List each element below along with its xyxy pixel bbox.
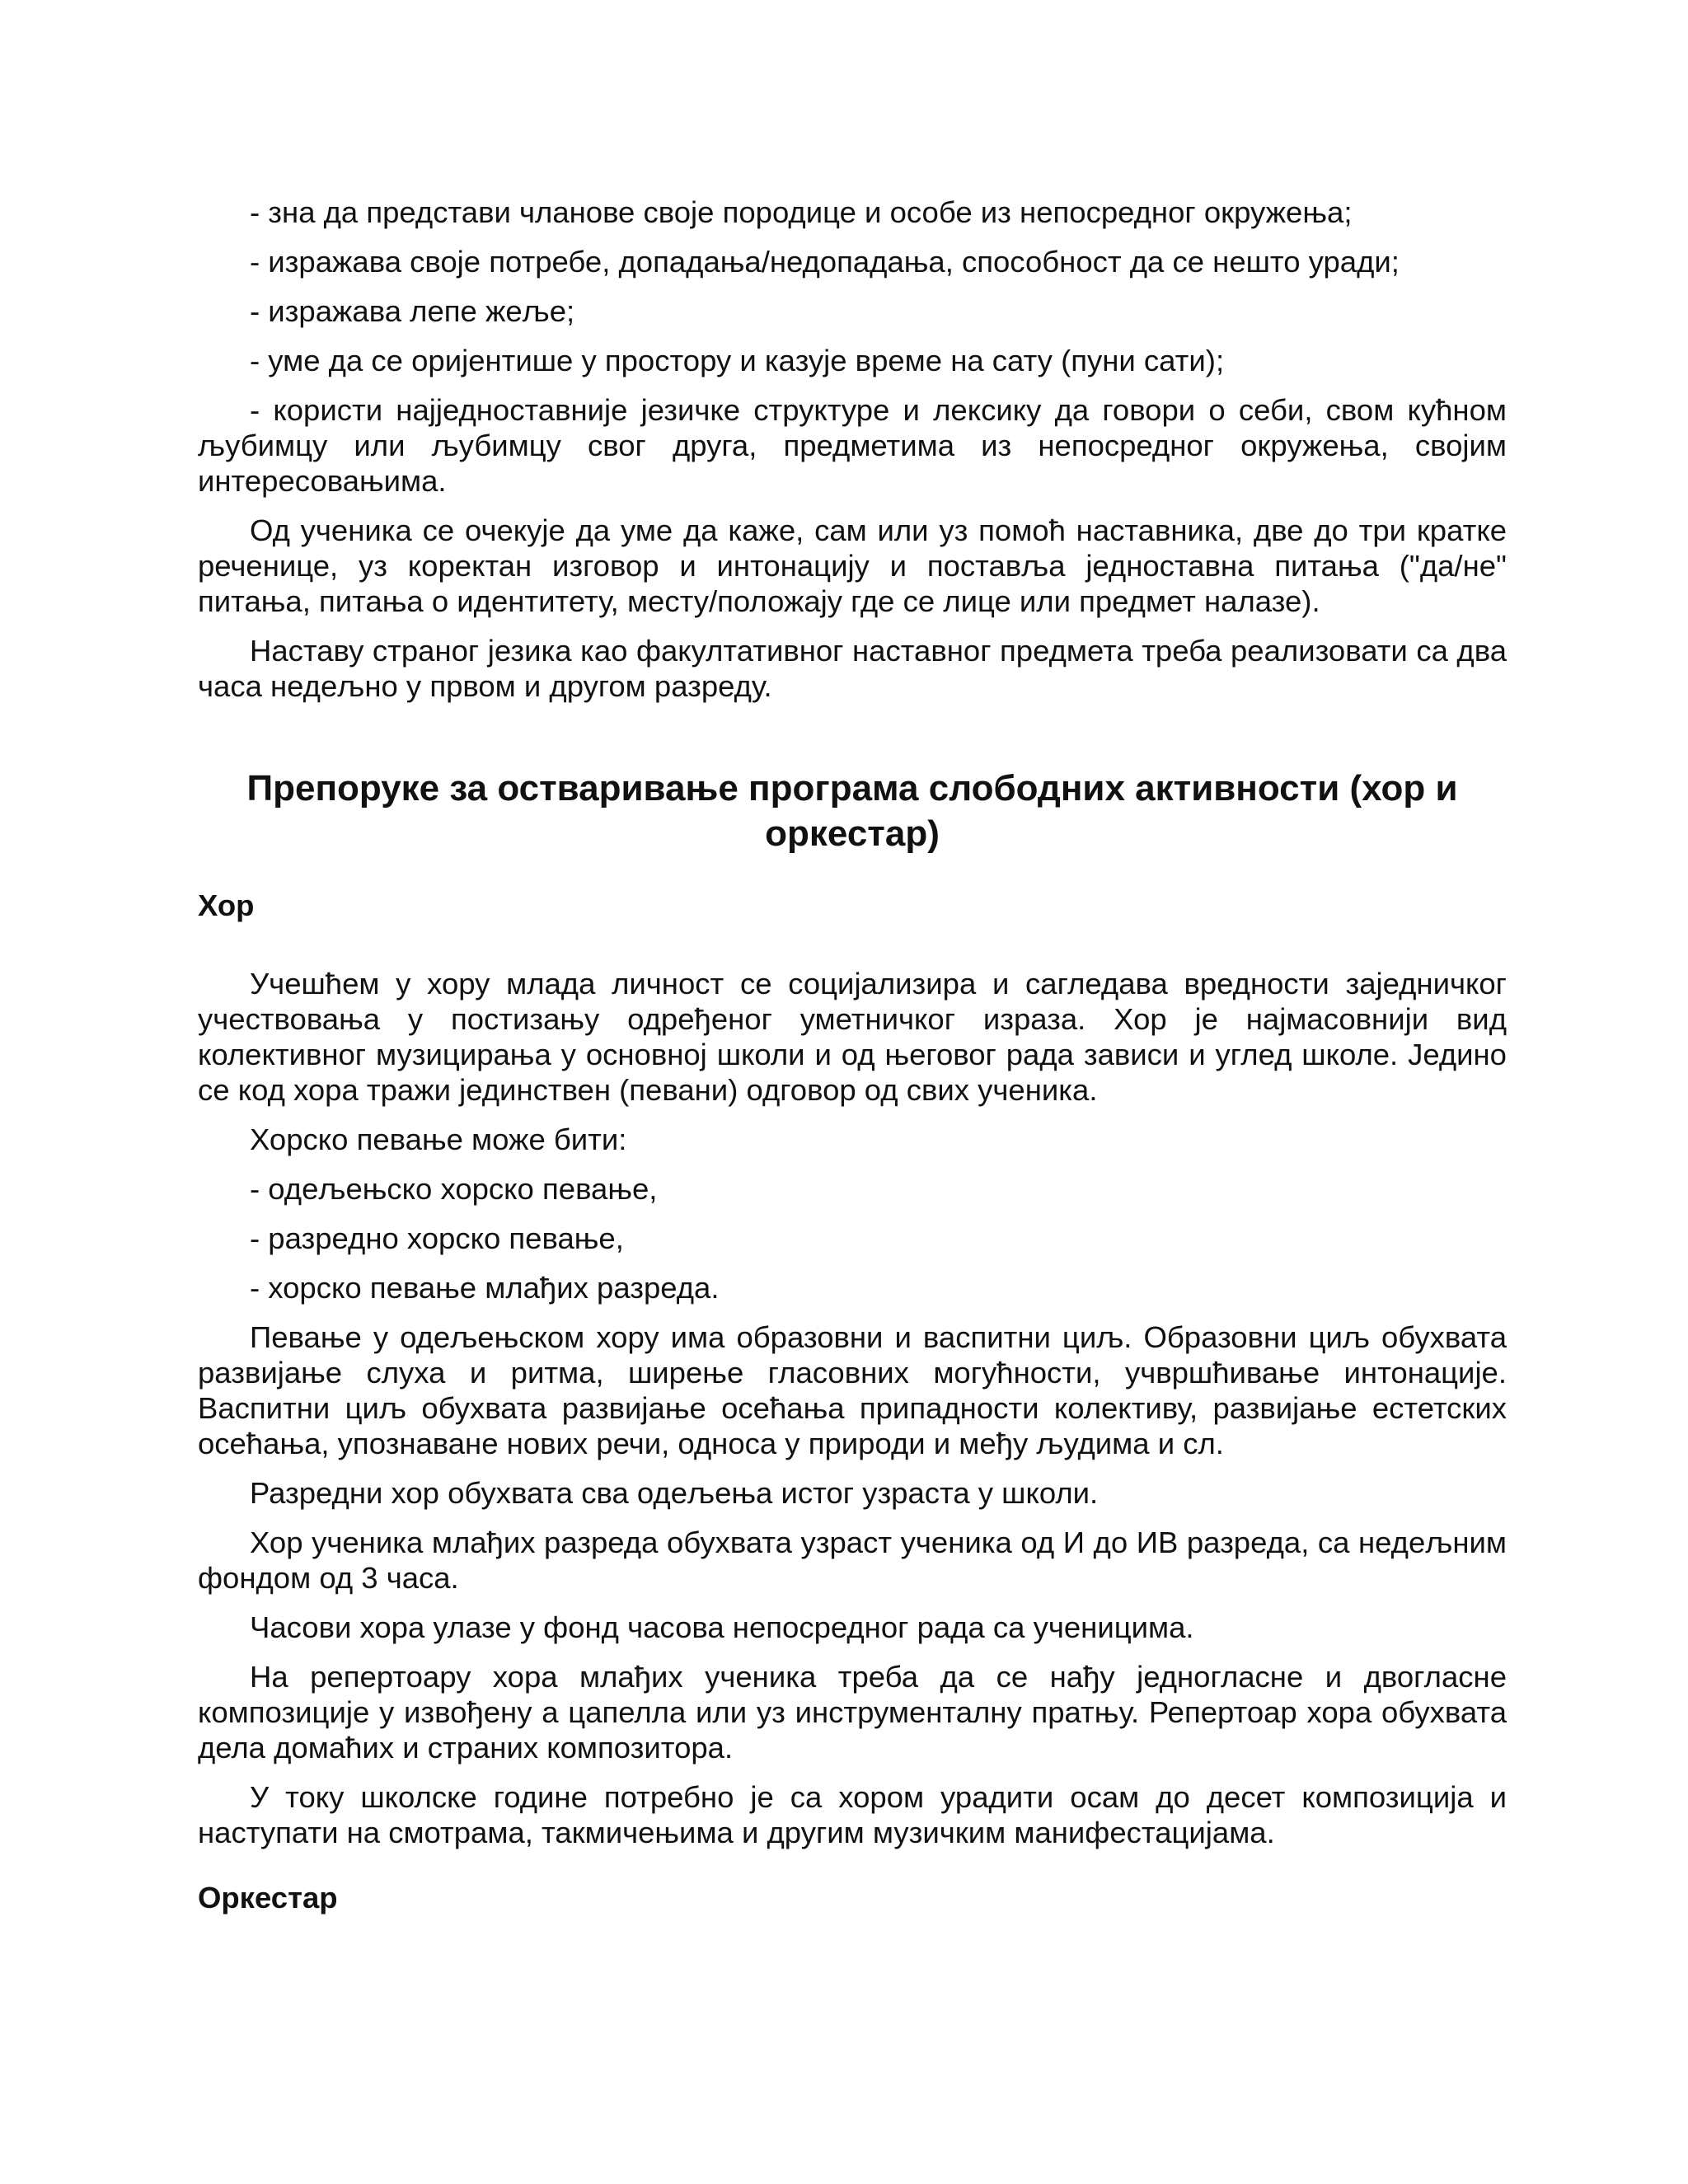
section-title: Препоруке за остваривање програма слободних активности (хор и оркестар) (246, 768, 1458, 854)
list-item: - одељењско хорско певање, (250, 1172, 658, 1206)
paragraph: Наставу страног језика као факултативног наставног предмета треба реализовати са два часа недељно у првом и другом разреду. (198, 634, 1507, 703)
list-item: - користи најједноставније језичке структуре и лексику да говори о себи, свом кућном љубимцу или љубимцу свог друга, предметима из непосредног окружења, својим интересовањима. (198, 393, 1507, 498)
paragraph: Разредни хор обухвата сва одељења истог узраста у школи. (250, 1476, 1099, 1510)
paragraph: Хорско певање може бити: (250, 1122, 627, 1156)
paragraph: У току школске године потребно је са хором урадити осам до десет композиција и наступати на смотрама, такмичењима и другим музичким манифестацијама. (198, 1780, 1507, 1849)
paragraph: Певање у одељењском хору има образовни и васпитни циљ. Образовни циљ обухвата развијање слуха и ритма, ширење гласовних могућности, учвршћивање интонације. Васпитни циљ обухвата развијање осећања припадности колективу, развијање естетских осећања, упознаване нових речи, односа у природи и међу људима и сл. (198, 1320, 1507, 1460)
paragraph: На репертоару хора млађих ученика треба да се нађу једногласне и двогласне композиције у извођену а цапелла или уз инструменталну пратњу. Репертоар хора обухвата дела домаћих и страних композитора. (198, 1660, 1507, 1765)
choir-heading: Хор (198, 888, 255, 922)
list-item: - уме да се оријентише у простору и казује време на сату (пуни сати); (250, 344, 1225, 377)
paragraph: Од ученика се очекује да уме да каже, сам или уз помоћ наставника, две до три кратке реченице, уз коректан изговор и интонацију и поставља једноставна питања ("да/не" питања, питања о идентитету, месту/положају где се лице или предмет налазе). (198, 513, 1507, 618)
orchestra-heading: Оркестар (198, 1881, 338, 1915)
list-item: - изражава лепе жеље; (250, 294, 575, 328)
paragraph: Часови хора улазе у фонд часова непосредног рада са ученицима. (250, 1610, 1194, 1644)
list-item: - разредно хорско певање, (250, 1221, 624, 1255)
list-item: - зна да представи чланове своје породице и особе из непосредног окружења; (250, 195, 1353, 229)
document-page (198, 194, 1507, 1915)
list-item: - изражава своје потребе, допадања/недопадања, способност да се нешто уради; (250, 245, 1400, 279)
paragraph: Хор ученика млађих разреда обухвата узраст ученика од И до ИВ разреда, са недељним фондом од 3 часа. (198, 1526, 1507, 1595)
list-item: - хорско певање млађих разреда. (250, 1271, 720, 1305)
paragraph: Учешћем у хору млада личност се социјализира и сагледава вредности заједничког учествовања у постизању одређеног уметничког израза. Хор је најмасовнији вид колективног музицирања у основној школи и од његовог рада зависи и углед школе. Једино се код хора тражи јединствен (певани) одговор од свих ученика. (198, 967, 1507, 1107)
